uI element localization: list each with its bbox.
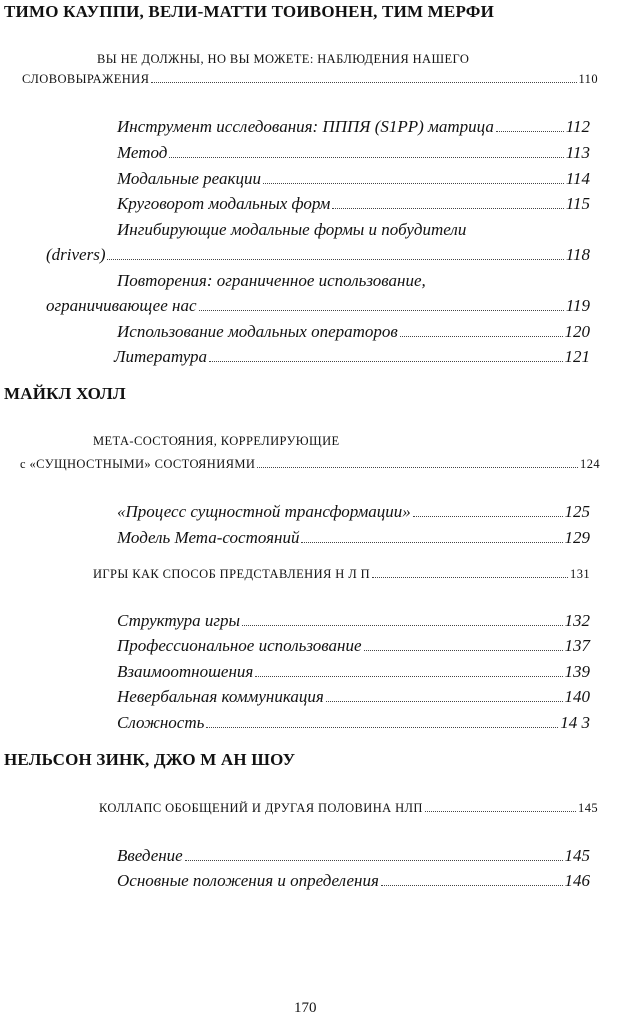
toc-section-title-line[interactable]: с «СУЩНОСТНЫМИ» СОСТОЯНИЯМИ 124	[20, 457, 600, 471]
toc-entry[interactable]: Круговорот модальных форм 115	[117, 194, 590, 213]
toc-entry[interactable]: Введение 145	[117, 846, 590, 865]
dot-leader	[185, 859, 563, 861]
page-ref: 139	[564, 662, 590, 681]
dot-leader	[107, 258, 563, 260]
toc-section-title: МЕТА-СОСТОЯНИЯ, КОРРЕЛИРУЮЩИЕ	[93, 434, 340, 448]
toc-entry[interactable]: Инструмент исследования: ПППЯ (S1PP) матрица 112	[117, 117, 590, 136]
page-ref: 121	[564, 347, 590, 366]
dot-leader	[263, 182, 564, 184]
page-ref: 114	[565, 169, 590, 188]
dot-leader	[257, 466, 578, 468]
page-ref: 119	[565, 296, 590, 315]
dot-leader	[364, 649, 563, 651]
author-heading: МАЙКЛ ХОЛЛ	[4, 384, 126, 403]
page-ref: 125	[564, 502, 590, 521]
dot-leader	[425, 810, 576, 812]
toc-entry[interactable]: Литература 121	[114, 347, 590, 366]
toc-entry[interactable]: Взаимоотношения 139	[117, 662, 590, 681]
toc-entry[interactable]: Модель Мета-состояний 129	[117, 528, 590, 547]
page-ref: 115	[565, 194, 590, 213]
dot-leader	[496, 130, 564, 132]
dot-leader	[206, 726, 558, 728]
dot-leader	[169, 156, 563, 158]
page-ref: 146	[564, 871, 590, 890]
page-ref: 124	[580, 457, 600, 471]
dot-leader	[381, 884, 563, 886]
dot-leader	[332, 207, 563, 209]
page-ref: 132	[564, 611, 590, 630]
toc-entry[interactable]: Метод 113	[117, 143, 590, 162]
page-ref: 131	[570, 567, 590, 581]
dot-leader	[242, 624, 563, 626]
toc-entry-line2[interactable]: (drivers) 118	[46, 245, 590, 264]
dot-leader	[255, 675, 562, 677]
page-ref: 145	[578, 801, 598, 815]
toc-entry-line1[interactable]: Ингибирующие модальные формы и побудители	[117, 220, 467, 239]
toc-section-title-line[interactable]: ИГРЫ КАК СПОСОБ ПРЕДСТАВЛЕНИЯ Н Л П 131	[93, 567, 590, 581]
dot-leader	[301, 541, 562, 543]
toc-entry[interactable]: Невербальная коммуникация 140	[117, 687, 590, 706]
page-ref: 129	[564, 528, 590, 547]
page-ref: 112	[565, 117, 590, 136]
toc-section-title: ВЫ НЕ ДОЛЖНЫ, НО ВЫ МОЖЕТЕ: НАБЛЮДЕНИЯ НАШЕГО	[97, 52, 470, 66]
toc-entry[interactable]: Использование модальных операторов 120	[117, 322, 590, 341]
page-ref: 145	[564, 846, 590, 865]
dot-leader	[199, 309, 564, 311]
page-ref: 140	[564, 687, 590, 706]
page-ref: 14 3	[560, 713, 590, 732]
dot-leader	[209, 360, 562, 362]
toc-entry[interactable]: Сложность 14 3	[117, 713, 590, 732]
page-ref: 118	[565, 245, 590, 264]
dot-leader	[400, 335, 563, 337]
toc-entry-line2[interactable]: ограничивающее нас 119	[46, 296, 590, 315]
page-ref: 110	[578, 72, 598, 86]
page-ref: 137	[564, 636, 590, 655]
toc-entry-line1[interactable]: Повторения: ограниченное использование,	[117, 271, 426, 290]
dot-leader	[413, 515, 563, 517]
toc-entry[interactable]: Основные положения и определения 146	[117, 871, 590, 890]
page-number: 170	[294, 1000, 317, 1016]
page-ref: 120	[564, 322, 590, 341]
header-authors: ТИМО КАУППИ, ВЕЛИ-МАТТИ ТОИВОНЕН, ТИМ МЕРФИ	[4, 2, 494, 21]
page-ref: 113	[565, 143, 590, 162]
toc-entry[interactable]: Модальные реакции 114	[117, 169, 590, 188]
dot-leader	[151, 81, 576, 83]
toc-section-title-line[interactable]: КОЛЛАПС ОБОБЩЕНИЙ И ДРУГАЯ ПОЛОВИНА НЛП 145	[99, 801, 598, 815]
author-heading: НЕЛЬСОН ЗИНК, ДЖО М АН ШОУ	[4, 750, 296, 769]
toc-section-title-line[interactable]: СЛОВОВЫРАЖЕНИЯ 110	[22, 72, 598, 86]
running-header	[4, 2, 494, 22]
toc-entry[interactable]: «Процесс сущностной трансформации» 125	[117, 502, 590, 521]
dot-leader	[326, 700, 563, 702]
dot-leader	[372, 576, 568, 578]
toc-entry[interactable]: Структура игры 132	[117, 611, 590, 630]
toc-entry[interactable]: Профессиональное использование 137	[117, 636, 590, 655]
